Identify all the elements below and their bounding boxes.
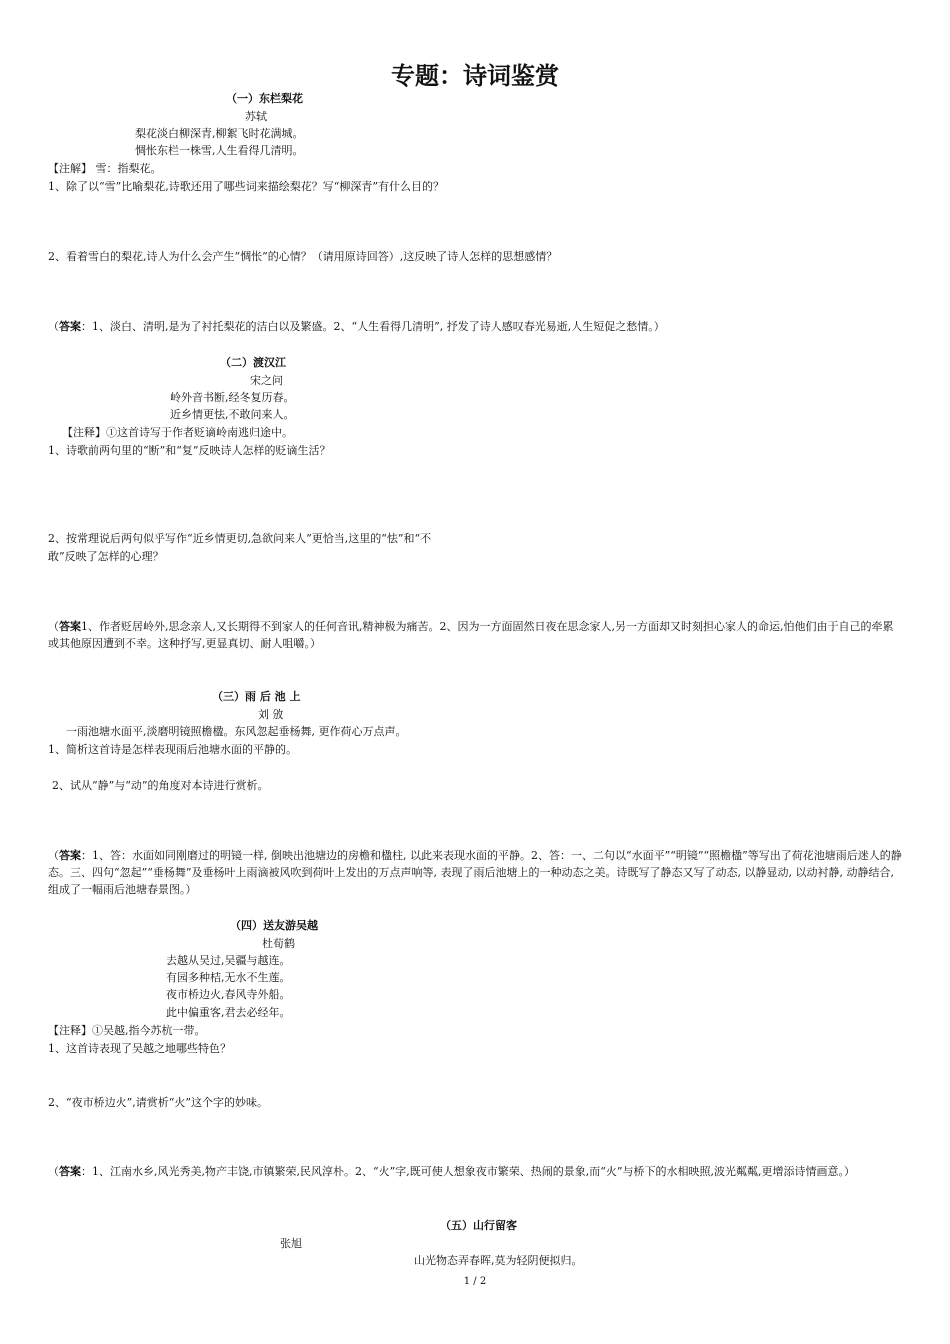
poem-title: （四）送友游吴越 (230, 919, 318, 932)
answer-block: （答案：1、答：水面如同刚磨过的明镜一样, 倒映出池塘边的房檐和楹柱, 以此来表现水面的平静。2、答：一、二句以“水面平”“明镜”“照檐楹”等写出了荷花池塘雨后迷人的静态。三、四句“忽起”“垂杨舞”及垂杨叶上雨滴被风吹到荷叶上发出的万点声响等, 表现了雨后池塘上的一种动态之美。诗既写了静态又写了动态, 以静显动, 以动衬静, 动静结合, 组成了一幅雨后池塘春景图。） (48, 849, 902, 896)
question: 1、这首诗表现了吴越之地哪些特色？ (48, 1042, 231, 1055)
question: 1、简析这首诗是怎样表现雨后池塘水面的平静的。 (48, 743, 297, 756)
poem-line: 惆怅东栏一株雪,人生看得几清明。 (135, 144, 304, 157)
page-number: 1 / 2 (463, 1276, 487, 1287)
answer-block: （答案：1、淡白、清明,是为了衬托梨花的洁白以及繁盛。2、“人生看得几清明”, 抒发了诗人感叹春光易逝,人生短促之愁情。） (48, 320, 665, 333)
answer-block: （答案：1、江南水乡,风光秀美,物产丰饶,市镇繁荣,民风淳朴。2、“火”字,既可使人想象夜市繁荣、热闹的景象,而“火”与桥下的水相映照,波光粼粼,更增添诗情画意。） (48, 1165, 855, 1178)
page-title: 专题：诗词鉴赏 (391, 62, 559, 90)
poem-title: （一）东栏梨花 (226, 92, 303, 105)
poem-line: 梨花淡白柳深青,柳絮飞时花满城。 (135, 127, 304, 140)
poem-author: 刘 攽 (258, 708, 284, 721)
answer-block: （答案1、作者贬居岭外,思念亲人,又长期得不到家人的任何音讯,精神极为痛苦。2、因为一方面固然日夜在思念家人,另一方面却又时刻担心家人的命运,怕他们由于自己的牵累或其他原因遭到不幸。这种抒写,更显真切、耐人咀嚼。） (48, 620, 894, 650)
poem-line: 去越从吴过,吴疆与越连。 (166, 954, 291, 967)
poem-title: （五）山行留客 (440, 1219, 517, 1232)
poem-line: 夜市桥边火,春风寺外船。 (166, 988, 291, 1001)
poem-line: 近乡情更怯,不敢问来人。 (170, 408, 295, 421)
poem-title: （二）渡汉江 (220, 356, 286, 369)
poem-line: 此中偏重客,君去必经年。 (166, 1006, 291, 1019)
poem-line: 山光物态弄春晖,莫为轻阴便拟归。 (414, 1254, 583, 1267)
question: 2、试从“静”与“动”的角度对本诗进行赏析。 (52, 779, 269, 792)
poem-author: 杜荀鹤 (262, 937, 295, 950)
poem-note: 【注解】 雪：指梨花。 (48, 162, 162, 175)
poem-line: 一雨池塘水面平,淡磨明镜照檐楹。东风忽起垂杨舞, 更作荷心万点声。 (66, 725, 407, 738)
answer-label: 答案 (59, 849, 81, 862)
answer-label: 答案 (59, 620, 81, 633)
poem-author: 宋之问 (250, 374, 283, 387)
poem-note: 【注释】①吴越,指今苏杭一带。 (48, 1024, 206, 1037)
poem-author: 张旭 (280, 1237, 302, 1250)
answer-label: 答案 (59, 320, 81, 333)
question: 2、“夜市桥边火”,请赏析“火”这个字的妙味。 (48, 1096, 268, 1109)
question: 敢”反映了怎样的心理？ (48, 550, 164, 563)
poem-line: 有园多种桔,无水不生莲。 (166, 971, 291, 984)
question: 1、诗歌前两句里的“断”和“复”反映诗人怎样的贬谪生活？ (48, 444, 331, 457)
answer-label: 答案 (59, 1165, 81, 1178)
question: 2、看着雪白的梨花,诗人为什么会产生“惆怅”的心情？（请用原诗回答）,这反映了诗人怎样的思想感情？ (48, 250, 558, 263)
poem-author: 苏轼 (245, 110, 267, 123)
poem-title: （三）雨 后 池 上 (212, 690, 301, 703)
poem-line: 岭外音书断,经冬复历春。 (170, 391, 295, 404)
question: 2、按常理说后两句似乎写作“近乡情更切,急欲问来人”更恰当,这里的“怯”和“不 (48, 532, 432, 545)
poem-note: 【注释】①这首诗写于作者贬谪岭南逃归途中。 (62, 426, 293, 439)
question: 1、除了以“雪”比喻梨花,诗歌还用了哪些词来描绘梨花？写“柳深青”有什么目的？ (48, 180, 444, 193)
